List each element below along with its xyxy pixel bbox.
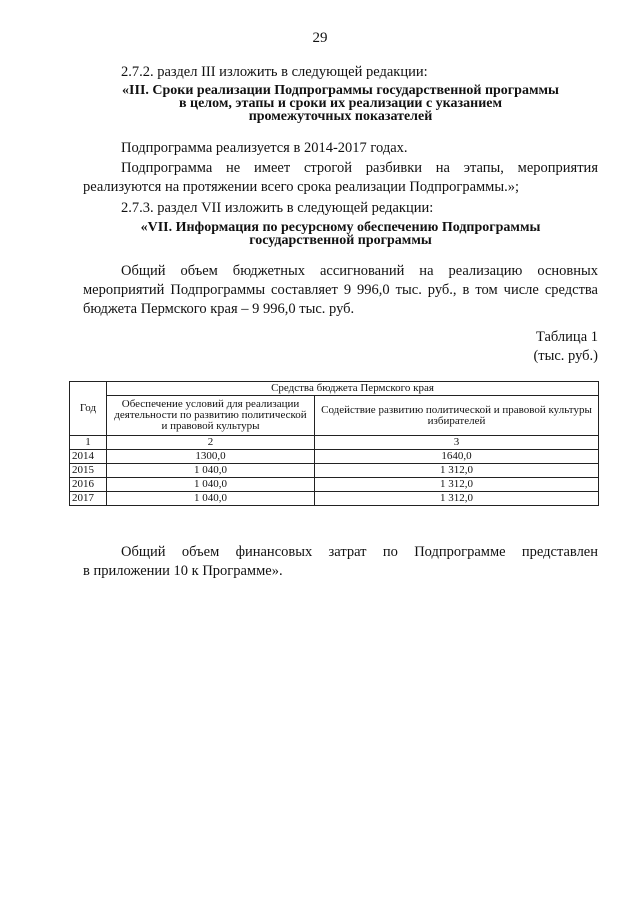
section3-para2-line2: реализуются на протяжении всего срока реализации Подпрограммы.»; xyxy=(83,179,520,195)
section7-para-line3: бюджета Пермского края – 9 996,0 тыс. руб. xyxy=(83,301,355,317)
final-para-line1: Общий объем финансовых затрат по Подпрограмме представлен xyxy=(121,544,598,560)
numbering-cell: 2 xyxy=(107,436,315,450)
numbering-cell: 1 xyxy=(70,436,107,450)
year-cell: 2016 xyxy=(70,478,107,492)
section7-para xyxy=(83,262,598,319)
section7-heading-line-1: «VII. Информация по ресурсному обеспечению Подпрограммы xyxy=(140,220,541,235)
section7-heading-line-2: государственной программы xyxy=(249,233,432,248)
value-cell: 1 312,0 xyxy=(315,464,599,478)
table-units: (тыс. руб.) xyxy=(533,348,598,364)
funds-table xyxy=(69,381,599,506)
section3-para2 xyxy=(83,159,598,197)
table-caption: Таблица 1 xyxy=(535,329,598,345)
page-number: 29 xyxy=(312,30,328,46)
item-2-7-3: 2.7.3. раздел VII изложить в следующей редакции: xyxy=(121,200,434,216)
section7-para-line2: мероприятий Подпрограммы составляет 9 996,0 тыс. руб., в том числе средства xyxy=(83,282,598,298)
final-para xyxy=(83,543,598,581)
value-cell: 1 040,0 xyxy=(107,478,315,492)
final-para-line2: в приложении 10 к Программе». xyxy=(83,563,283,579)
col1-header: Обеспечение условий для реализации деятельности по развитию политической и правовой культуры xyxy=(107,396,315,436)
value-cell: 1 040,0 xyxy=(107,464,315,478)
section3-para2-line1: Подпрограмма не имеет строгой разбивки на этапы, мероприятия xyxy=(121,160,598,176)
table-row xyxy=(70,450,599,464)
value-cell: 1 312,0 xyxy=(315,492,599,506)
value-cell: 1 312,0 xyxy=(315,478,599,492)
section3-para1: Подпрограмма реализуется в 2014-2017 годах. xyxy=(121,140,408,156)
section3-heading-line-1: «III. Сроки реализации Подпрограммы государственной программы xyxy=(122,83,559,98)
col2-header: Содействие развитию политической и правовой культуры избирателей xyxy=(315,396,599,436)
section7-heading xyxy=(83,221,598,247)
numbering-cell: 3 xyxy=(315,436,599,450)
value-cell: 1640,0 xyxy=(315,450,599,464)
table-row xyxy=(70,478,599,492)
section7-para-line1: Общий объем бюджетных ассигнований на реализацию основных xyxy=(121,263,598,279)
section3-heading xyxy=(83,84,598,123)
item-2-7-2: 2.7.2. раздел III изложить в следующей редакции: xyxy=(121,64,428,80)
year-header: Год xyxy=(70,382,107,436)
value-cell: 1300,0 xyxy=(107,450,315,464)
table-row xyxy=(70,492,599,506)
year-cell: 2014 xyxy=(70,450,107,464)
section3-heading-line-2: в целом, этапы и сроки их реализации с указанием xyxy=(178,96,503,111)
group-header: Средства бюджета Пермского края xyxy=(107,382,599,396)
table-row xyxy=(70,464,599,478)
year-cell: 2015 xyxy=(70,464,107,478)
value-cell: 1 040,0 xyxy=(107,492,315,506)
year-cell: 2017 xyxy=(70,492,107,506)
section3-heading-line-3: промежуточных показателей xyxy=(248,109,433,124)
